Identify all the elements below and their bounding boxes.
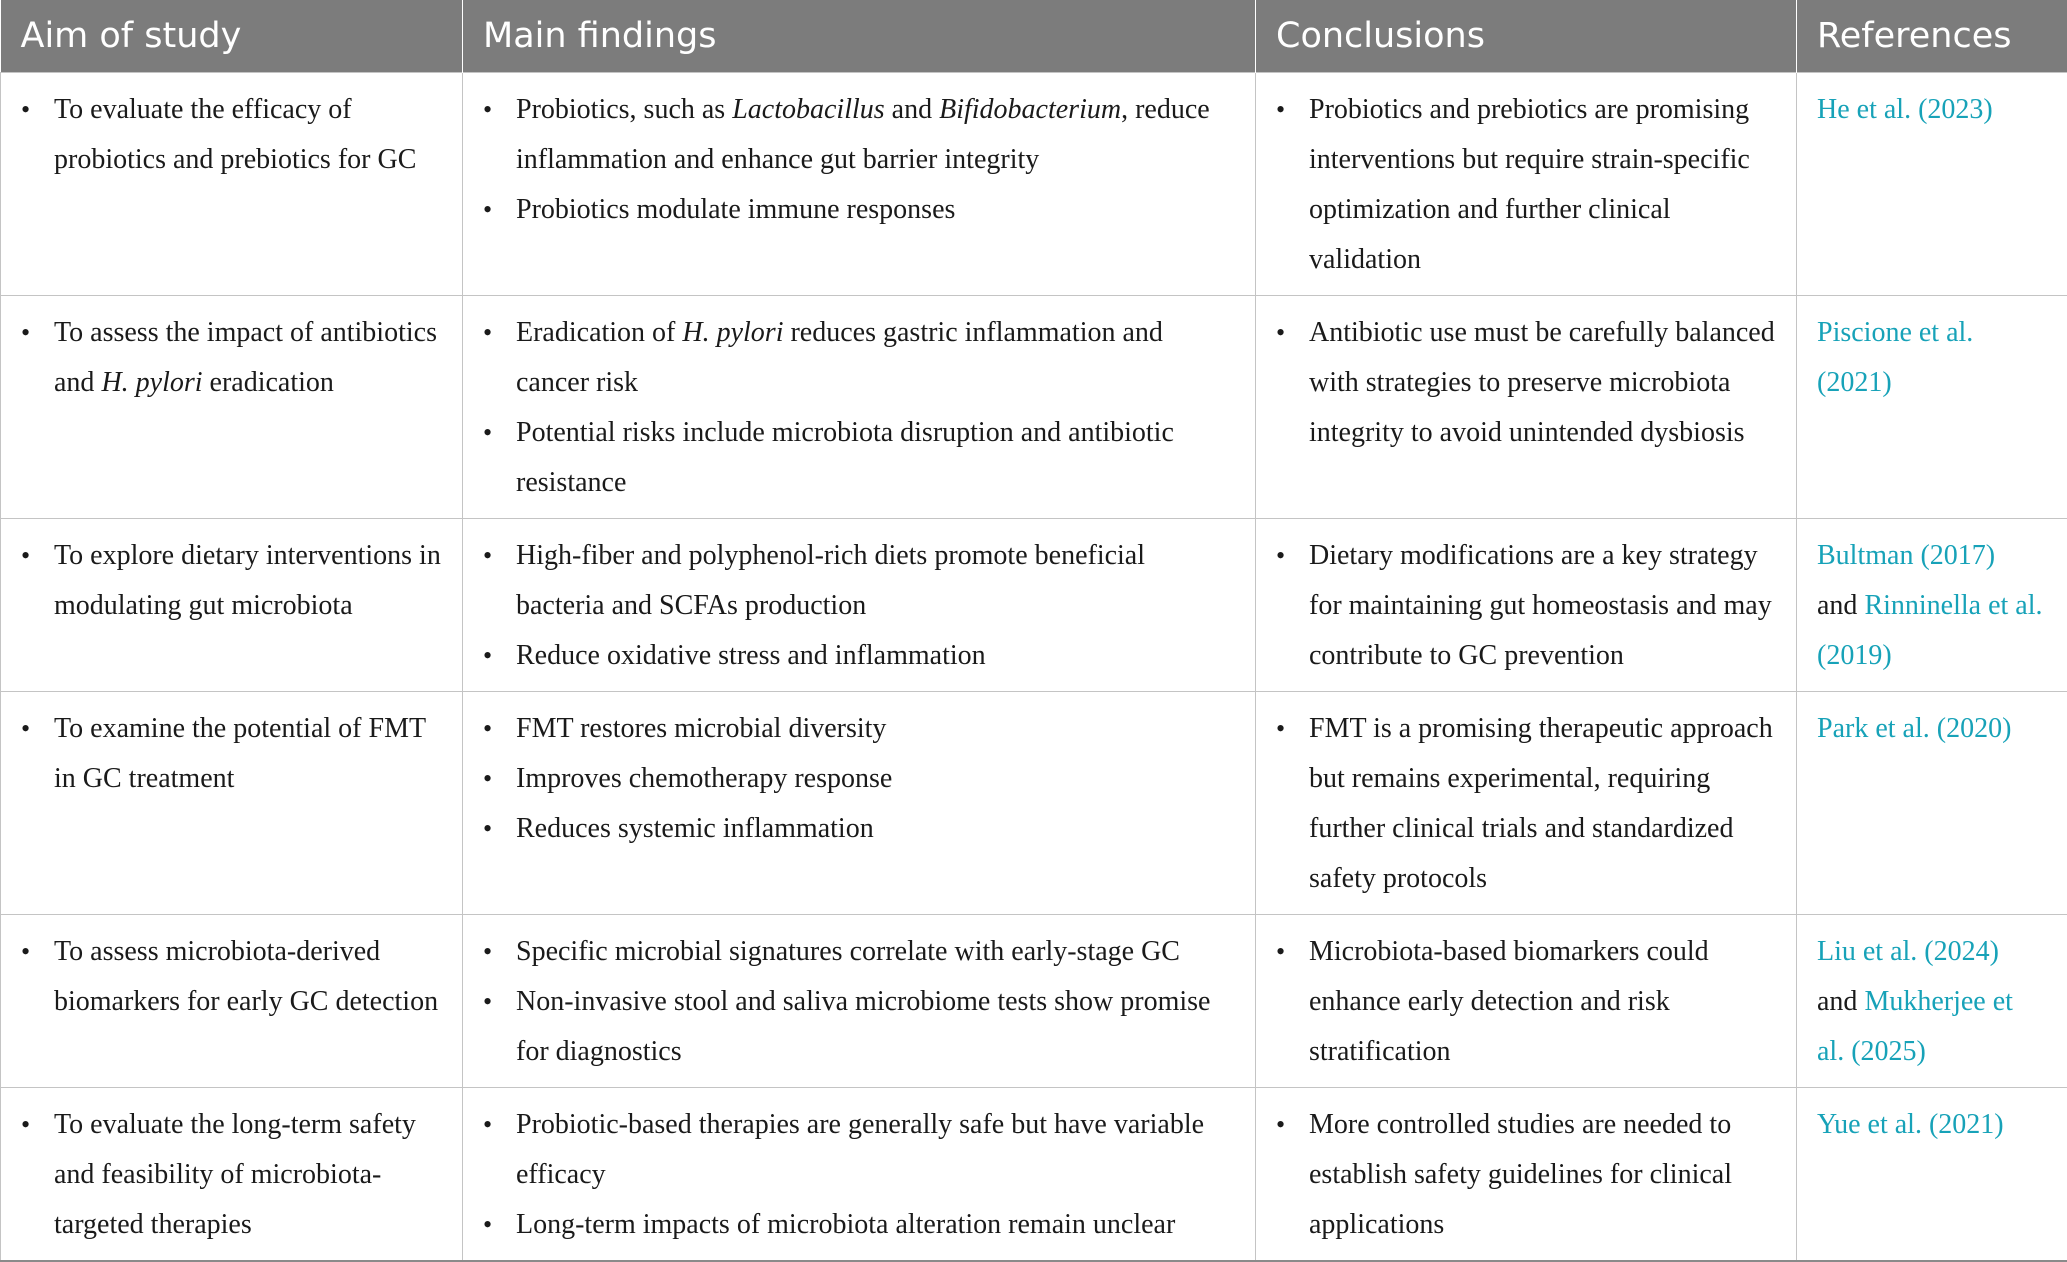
aim-item [21,927,442,1027]
cell-conclusion [1256,1088,1797,1262]
italic-term: H. pylori [101,367,202,398]
aim-item [21,85,442,185]
cell-conclusion [1256,73,1797,296]
bullet-glyph: • [1276,704,1285,754]
bullet-glyph: • [483,185,492,235]
bullet-glyph: • [483,704,492,754]
bullet-glyph: • [483,754,492,804]
finding-item [483,927,1235,977]
cell-aim [1,73,463,296]
reference-entry [1817,531,2047,581]
finding-item [483,804,1235,854]
text-segment: Reduce oxidative stress and inflammation [516,640,986,671]
findings-list [483,704,1235,854]
reference-entry [1817,977,2047,1077]
finding-item [483,704,1235,754]
cell-findings [463,519,1256,692]
bullet-glyph: • [483,408,492,458]
bullet-glyph: • [483,308,492,358]
header-aim: Aim of study [1,0,463,73]
bullet-glyph: • [483,1100,492,1150]
aim-list [21,308,442,408]
cell-references [1797,296,2067,519]
header-references: References [1797,0,2067,73]
findings-list [483,1100,1235,1250]
text-segment: Long-term impacts of microbiota alteration remain unclear [516,1209,1175,1240]
text-segment: Probiotic-based therapies are generally safe but have variable efficacy [516,1109,1204,1190]
cell-conclusion [1256,519,1797,692]
text-segment: Dietary modifications are a key strategy for maintaining gut homeostasis and may contribute to GC prevention [1309,540,1772,671]
bullet-glyph: • [483,631,492,681]
header-row [1,0,2067,73]
cell-findings [463,1088,1256,1262]
table-row [1,692,2067,915]
finding-item [483,185,1235,235]
aim-item [21,704,442,804]
reference-connector: and [1817,590,1864,621]
reference-link[interactable]: Piscione et al. (2021) [1817,317,1973,398]
bullet-glyph: • [483,85,492,135]
cell-findings [463,296,1256,519]
reference-entry [1817,704,2047,754]
bullet-glyph: • [21,531,30,581]
cell-conclusion [1256,915,1797,1088]
text-segment: reduces gastric inflammation and cancer risk [516,317,1163,398]
text-segment: FMT restores microbial diversity [516,713,886,744]
finding-item [483,308,1235,408]
cell-references [1797,915,2067,1088]
cell-aim [1,1088,463,1262]
conclusion-item [1276,308,1776,458]
cell-findings [463,692,1256,915]
reference-link[interactable]: Yue et al. (2021) [1817,1109,2004,1140]
header-conclusions: Conclusions [1256,0,1797,73]
reference-link[interactable]: Bultman (2017) [1817,540,1995,571]
reference-entry [1817,308,2047,408]
reference-link[interactable]: Park et al. (2020) [1817,713,2011,744]
text-segment: Eradication of [516,317,682,348]
table-row [1,915,2067,1088]
cell-references [1797,73,2067,296]
header-findings: Main findings [463,0,1256,73]
text-segment: Antibiotic use must be carefully balanced with strategies to preserve microbiota integrity to avoid unintended dysbiosis [1309,317,1775,448]
conclusion-list [1276,85,1776,285]
reference-link[interactable]: Liu et al. (2024) [1817,936,1999,967]
finding-item [483,631,1235,681]
aim-list [21,704,442,804]
reference-entry [1817,1100,2047,1150]
conclusion-list [1276,1100,1776,1250]
aim-item [21,1100,442,1250]
text-segment: and [885,94,939,125]
bullet-glyph: • [1276,531,1285,581]
table-row [1,73,2067,296]
bullet-glyph: • [21,704,30,754]
conclusion-list [1276,927,1776,1077]
bullet-glyph: • [1276,308,1285,358]
cell-findings [463,915,1256,1088]
conclusion-item [1276,85,1776,285]
cell-aim [1,519,463,692]
conclusion-item [1276,927,1776,1077]
text-segment: Microbiota-based biomarkers could enhance early detection and risk stratification [1309,936,1709,1067]
finding-item [483,1100,1235,1200]
text-segment: Reduces systemic inflammation [516,813,874,844]
text-segment: To examine the potential of FMT in GC treatment [54,713,426,794]
cell-findings [463,73,1256,296]
cell-references [1797,692,2067,915]
aim-list [21,85,442,185]
cell-aim [1,692,463,915]
conclusion-item [1276,1100,1776,1250]
text-segment: To evaluate the efficacy of probiotics and prebiotics for GC [54,94,416,175]
conclusion-item [1276,704,1776,904]
bullet-glyph: • [21,308,30,358]
text-segment: Probiotics modulate immune responses [516,194,955,225]
bullet-glyph: • [483,927,492,977]
text-segment: To assess microbiota-derived biomarkers for early GC detection [54,936,438,1017]
table-row [1,296,2067,519]
findings-list [483,531,1235,681]
aim-item [21,531,442,631]
cell-references [1797,1088,2067,1262]
reference-entry [1817,581,2047,681]
findings-list [483,308,1235,508]
bullet-glyph: • [1276,85,1285,135]
cell-aim [1,915,463,1088]
reference-entry [1817,85,2047,135]
bullet-glyph: • [1276,927,1285,977]
bullet-glyph: • [21,85,30,135]
bullet-glyph: • [483,804,492,854]
aim-list [21,927,442,1027]
text-segment: To evaluate the long-term safety and feasibility of microbiota-targeted therapies [54,1109,416,1240]
reference-link[interactable]: Rinninella et al. (2019) [1817,590,2043,671]
text-segment: eradication [203,367,334,398]
reference-connector: and [1817,986,1864,1017]
aim-item [21,308,442,408]
italic-term: H. pylori [682,317,783,348]
findings-list [483,927,1235,1077]
conclusion-list [1276,531,1776,681]
reference-link[interactable]: Mukherjee et al. (2025) [1817,986,2013,1067]
bullet-glyph: • [483,1200,492,1250]
bullet-glyph: • [21,1100,30,1150]
bullet-glyph: • [483,977,492,1027]
reference-link[interactable]: He et al. (2023) [1817,94,1993,125]
findings-list [483,85,1235,235]
text-segment: Improves chemotherapy response [516,763,892,794]
text-segment: Potential risks include microbiota disruption and antibiotic resistance [516,417,1174,498]
finding-item [483,1200,1235,1250]
bullet-glyph: • [1276,1100,1285,1150]
bullet-glyph: • [21,927,30,977]
text-segment: More controlled studies are needed to establish safety guidelines for clinical applications [1309,1109,1732,1240]
finding-item [483,408,1235,508]
reference-entry [1817,927,2047,977]
text-segment: To explore dietary interventions in modulating gut microbiota [54,540,441,621]
text-segment: , reduce inflammation and enhance gut barrier integrity [516,94,1210,175]
text-segment: Non-invasive stool and saliva microbiome tests show promise for diagnostics [516,986,1210,1067]
cell-aim [1,296,463,519]
finding-item [483,977,1235,1077]
text-segment: FMT is a promising therapeutic approach but remains experimental, requiring further clinical trials and standardized safety protocols [1309,713,1773,894]
text-segment: High-fiber and polyphenol-rich diets promote beneficial bacteria and SCFAs production [516,540,1145,621]
bullet-glyph: • [483,531,492,581]
text-segment: Probiotics and prebiotics are promising interventions but require strain-specific optimization and further clinical validation [1309,94,1750,275]
conclusion-list [1276,704,1776,904]
text-segment: To assess the impact of antibiotics and [54,317,437,398]
italic-term: Lactobacillus [732,94,884,125]
aim-list [21,531,442,631]
italic-term: Bifidobacterium [939,94,1121,125]
table-row [1,519,2067,692]
finding-item [483,85,1235,185]
text-segment: Specific microbial signatures correlate with early-stage GC [516,936,1180,967]
table-body [1,73,2067,1262]
text-segment: Probiotics, such as [516,94,732,125]
cell-references [1797,519,2067,692]
cell-conclusion [1256,296,1797,519]
cell-conclusion [1256,692,1797,915]
conclusion-item [1276,531,1776,681]
finding-item [483,754,1235,804]
finding-item [483,531,1235,631]
table-row [1,1088,2067,1262]
aim-list [21,1100,442,1250]
conclusion-list [1276,308,1776,458]
